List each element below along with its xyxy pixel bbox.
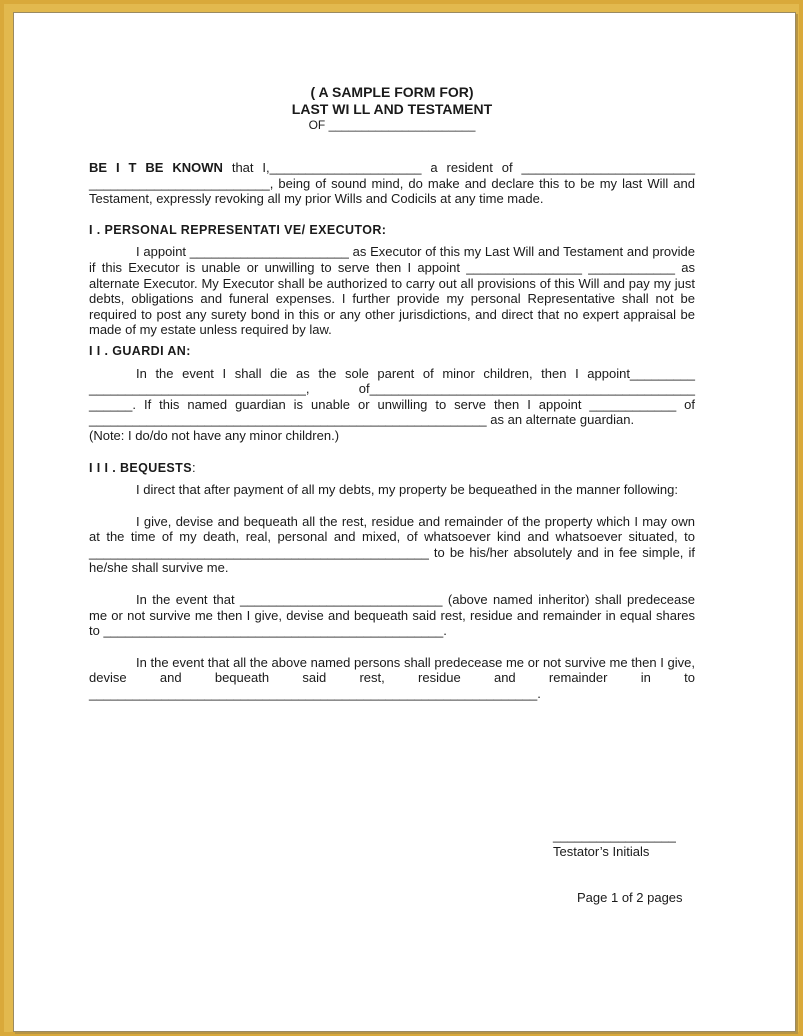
intro-lead: BE I T BE KNOWN <box>89 160 223 175</box>
form-title-line-2: LAST WI LL AND TESTAMENT <box>291 101 493 117</box>
section-1-paragraph: I appoint ______________________ as Executor of this my Last Will and Testament and provide if this Executor is unable or unwilling to serve then I appoint ________________ ____________ as alternate Executor. My Executor shall be authorized to carry out all provisions of this Will and pay my just debts, obligations and funeral expenses. I further provide my personal Representative shall not be required to post any surety bond in this or any other jurisdictions, and direct that no expert appraisal be made of my estate unless required by law. <box>89 244 695 338</box>
form-title-line-1: ( A SAMPLE FORM FOR) <box>310 84 474 100</box>
section-2-note: (Note: I do/do not have any minor children.) <box>89 427 340 443</box>
section-3-heading: I I I . BEQUESTS <box>89 460 192 475</box>
section-1-heading: I . PERSONAL REPRESENTATI VE/ EXECUTOR: <box>89 222 387 237</box>
testator-initials-block <box>553 828 693 860</box>
bequest-paragraph-3: In the event that ____________________________ (above named inheritor) shall predecease me or not survive me then I give, devise and bequeath said rest, residue and remainder in equal shares to _______________________________________________. <box>89 592 695 639</box>
initials-label: Testator’s Initials <box>553 844 650 859</box>
intro-text: that I,_____________________ a resident of ________________________ _________________________, being of sound mind, do make and declare this to be my last Will and Testament, expressly revoking all my prior Wills and Codicils at any time made. <box>89 160 696 207</box>
intro-paragraph <box>89 160 695 207</box>
page-number: Page 1 of 2 pages <box>577 890 683 905</box>
document-body <box>89 84 695 702</box>
initials-signature-line: _________________ <box>553 828 676 843</box>
section-2-heading: I I . GUARDI AN: <box>89 343 191 358</box>
bequest-paragraph-2: I give, devise and bequeath all the rest, residue and remainder of the property which I may own at the time of my death, real, personal and mixed, of whatsoever kind and whatsoever situated, to _______________________________________________ to be his/her absolutely and in fee simple, if he/she shall survive me. <box>89 513 695 576</box>
bequest-paragraph-1: I direct that after payment of all my debts, my property be bequeathed in the manner following: <box>136 482 678 498</box>
section-3-heading-row <box>89 460 695 477</box>
section-3-heading-suffix: : <box>191 459 196 475</box>
bequest-paragraph-4: In the event that all the above named persons shall predecease me or not survive me then I give, devise and bequeath said rest, residue and remainder in to ______________________________________________________________. <box>89 654 695 702</box>
section-2-paragraph: In the event I shall die as the sole parent of minor children, then I appoint_________ ______________________________, of_____________________________________________ ______. If this named guardian is unable or unwilling to serve then I appoint ____________ of _______________________________________________________ as an alternate guardian. <box>89 365 695 428</box>
form-title-line-3: OF ______________________ <box>308 118 476 132</box>
